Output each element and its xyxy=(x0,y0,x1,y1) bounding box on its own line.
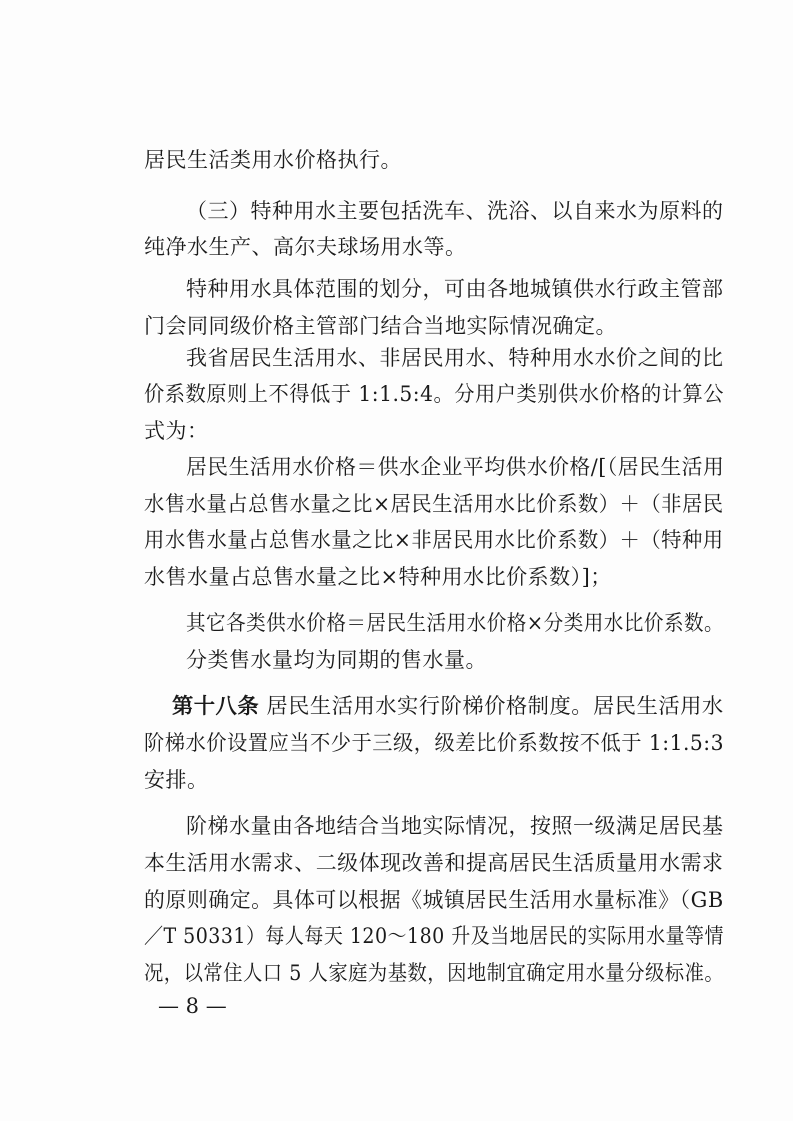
formula-line: 水售水量占总售水量之比×特种用水比价系数）]； xyxy=(144,565,612,589)
text-line: ／T 50331）每人每天 120～180 升及当地居民的实际用水量等情 xyxy=(144,924,724,948)
formula-line: 水售水量占总售水量之比×居民生活用水比价系数）＋（非居民 xyxy=(144,492,724,516)
article-heading-line xyxy=(172,693,724,719)
formula-line: 其它各类供水价格＝居民生活用水价格×分类用水比价系数。 xyxy=(186,611,725,635)
text-line: 我省居民生活用水、非居民用水、特种用水水价之间的比 xyxy=(186,346,724,370)
article-number: 第十八条 xyxy=(172,693,260,718)
text-line: 阶梯水价设置应当不少于三级，级差比价系数按不低于 1:1.5:3 xyxy=(144,731,724,755)
text-line: 门会同同级价格主管部门结合当地实际情况确定。 xyxy=(144,314,617,338)
text-line: 价系数原则上不得低于 1:1.5:4。分用户类别供水价格的计算公 xyxy=(144,382,724,406)
text-line: 的原则确定。具体可以根据《城镇居民生活用水量标准》（GB xyxy=(144,888,724,912)
text-line: 式为： xyxy=(144,419,209,443)
text-line: 分类售水量均为同期的售水量。 xyxy=(186,648,487,672)
text-line: 安排。 xyxy=(144,768,209,792)
text-line: 特种用水具体范围的划分，可由各地城镇供水行政主管部 xyxy=(186,277,724,301)
article-text: 居民生活用水实行阶梯价格制度。居民生活用水 xyxy=(259,694,724,718)
text-line: （三）特种用水主要包括洗车、洗浴、以自来水为原料的 xyxy=(186,199,724,223)
formula-line: 用水售水量占总售水量之比×非居民用水比价系数）＋（特种用 xyxy=(144,528,724,552)
page-number: — 8 — xyxy=(158,994,227,1018)
text-line: 阶梯水量由各地结合当地实际情况，按照一级满足居民基 xyxy=(186,814,724,838)
text-line: 本生活用水需求、二级体现改善和提高居民生活质量用水需求 xyxy=(144,851,724,875)
text-line: 居民生活类用水价格执行。 xyxy=(144,148,402,172)
formula-line: 居民生活用水价格＝供水企业平均供水价格/[（居民生活用 xyxy=(186,455,725,479)
text-line: 纯净水生产、高尔夫球场用水等。 xyxy=(144,235,467,259)
text-line: 况，以常住人口 5 人家庭为基数，因地制宜确定用水量分级标准。 xyxy=(144,961,725,985)
